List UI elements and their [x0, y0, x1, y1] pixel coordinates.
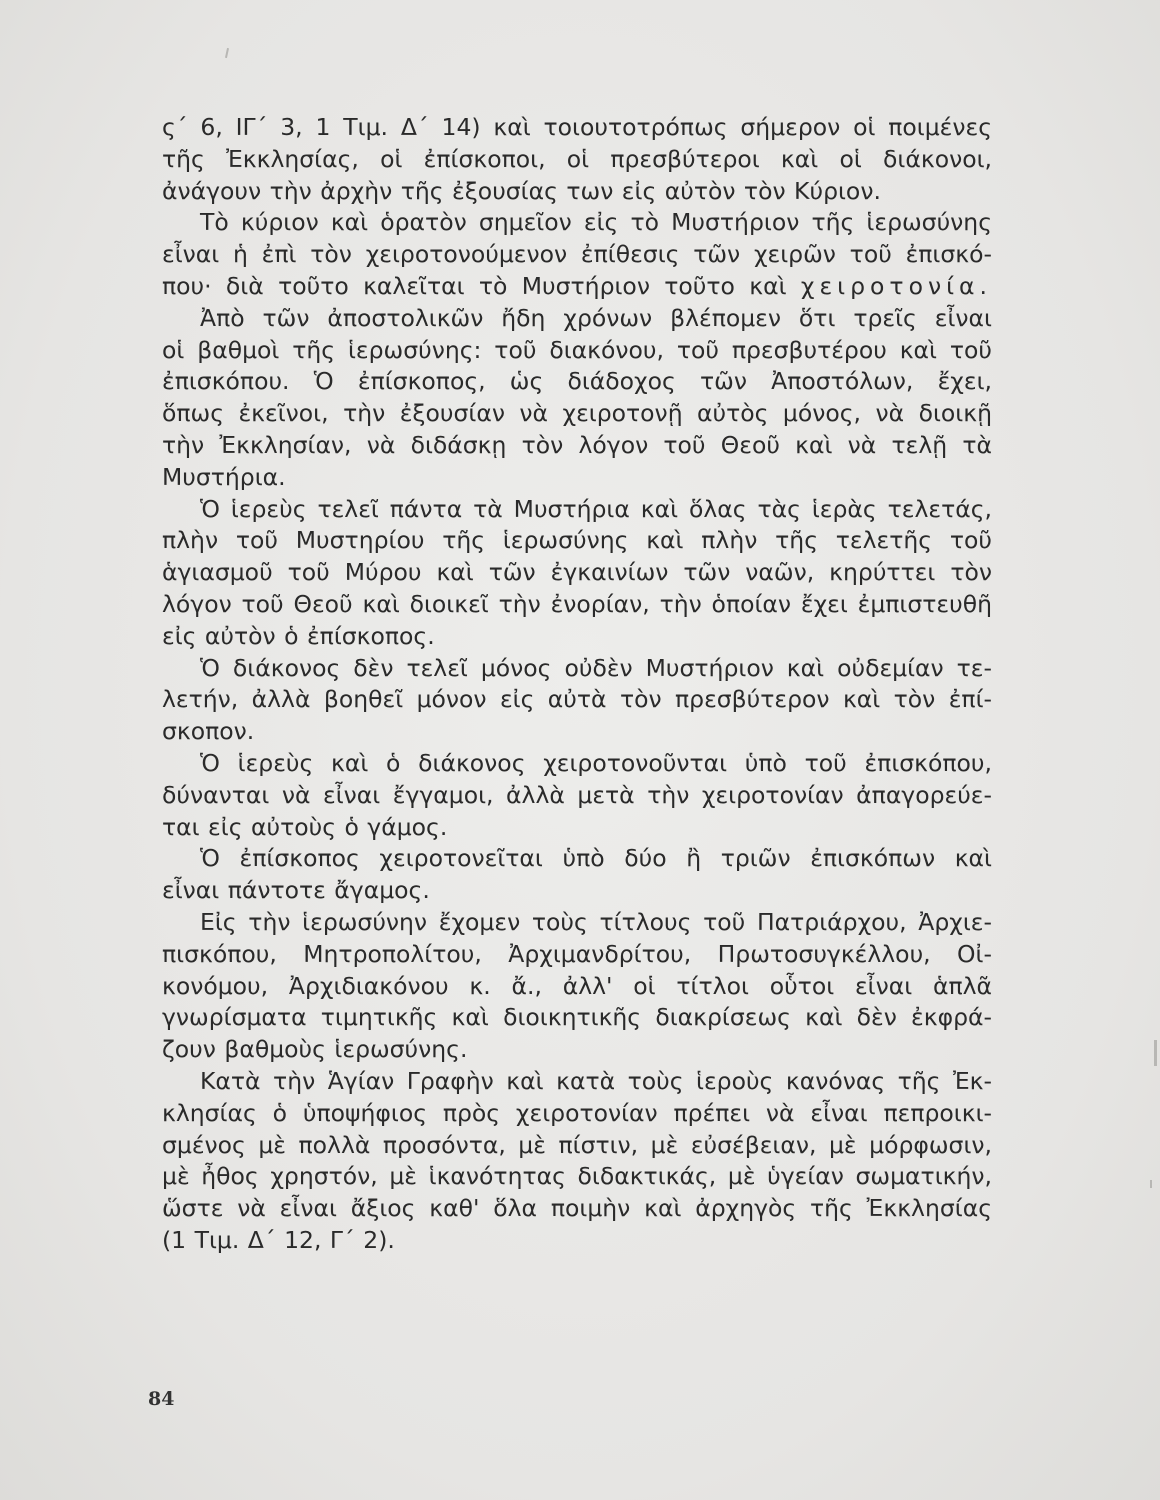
text-line: κονόμου, Ἀρχιδιακόνου κ. ἄ., ἀλλ' οἱ τίτλοι οὗτοι εἶναι ἁπλᾶ: [162, 971, 992, 1000]
paragraph-start: Εἰς τὴν ἱερωσύνην ἔχομεν τοὺς τίτλους τοῦ Πατριάρχου, Ἀρχιε-: [200, 907, 992, 936]
text-line: ὅπως ἐκεῖνοι, τὴν ἐξουσίαν νὰ χειροτονῇ αὐτὸς μόνος, νὰ διοικῇ: [162, 399, 992, 428]
text-line: πισκόπου, Μητροπολίτου, Ἀρχιμανδρίτου, Πρωτοσυγκέλλου, Οἰ-: [162, 939, 992, 968]
paper-speck: [1154, 1040, 1157, 1066]
text-line: ται εἰς αὐτοὺς ὁ γάμος.: [162, 812, 448, 841]
paragraph-start: Τὸ κύριον καὶ ὁρατὸν σημεῖον εἰς τὸ Μυστήριον τῆς ἱερωσύνης: [200, 208, 992, 237]
text-line: [162, 271, 992, 303]
paragraph-start: Κατὰ τὴν Ἁγίαν Γραφὴν καὶ κατὰ τοὺς ἱεροὺς κανόνας τῆς Ἐκ-: [200, 1066, 992, 1095]
text-line: λόγον τοῦ Θεοῦ καὶ διοικεῖ τὴν ἐνορίαν, τὴν ὁποίαν ἔχει ἐμπιστευθῆ: [162, 589, 992, 618]
text-line: κλησίας ὁ ὑποψήφιος πρὸς χειροτονίαν πρέπει νὰ εἶναι πεπροικι-: [162, 1098, 992, 1127]
text-line: (1 Τιμ. Δ΄ 12, Γ΄ 2).: [162, 1225, 395, 1254]
text-line: σμένος μὲ πολλὰ προσόντα, μὲ πίστιν, μὲ εὐσέβειαν, μὲ μόρφωσιν,: [162, 1130, 992, 1159]
text-line: οἱ βαθμοὶ τῆς ἱερωσύνης: τοῦ διακόνου, τοῦ πρεσβυτέρου καὶ τοῦ: [162, 335, 992, 364]
text-line: μὲ ἦθος χρηστόν, μὲ ἱκανότητας διδακτικάς, μὲ ὑγείαν σωματικήν,: [162, 1162, 992, 1191]
text-line: εἰς αὐτὸν ὁ ἐπίσκοπος.: [162, 621, 435, 650]
paragraph-start: Ὁ διάκονος δὲν τελεῖ μόνος οὐδὲν Μυστήριον καὶ οὐδεμίαν τε-: [200, 653, 992, 682]
paper-speck: [1150, 1180, 1152, 1188]
text-line: εἶναι πάντοτε ἄγαμος.: [162, 876, 430, 905]
emphasized-term: χειροτονία.: [800, 271, 992, 300]
page-number: 84: [148, 1388, 175, 1410]
paragraph-start: Ὁ ἱερεὺς καὶ ὁ διάκονος χειροτονοῦνται ὑπὸ τοῦ ἐπισκόπου,: [200, 748, 992, 777]
text-line: ἐπισκόπου. Ὁ ἐπίσκοπος, ὡς διάδοχος τῶν Ἀποστόλων, ἔχει,: [162, 367, 992, 396]
text-line: ς΄ 6, ΙΓ΄ 3, 1 Τιμ. Δ΄ 14) καὶ τοιουτοτρόπως σήμερον οἱ ποιμένες: [162, 113, 992, 141]
text-line: σκοπον.: [162, 717, 255, 746]
text-line: ὥστε νὰ εἶναι ἄξιος καθ' ὅλα ποιμὴν καὶ ἀρχηγὸς τῆς Ἐκκλησίας: [162, 1194, 992, 1223]
text-line: πλὴν τοῦ Μυστηρίου τῆς ἱερωσύνης καὶ πλὴν τῆς τελετῆς τοῦ: [162, 526, 992, 555]
text-line: λετήν, ἀλλὰ βοηθεῖ μόνον εἰς αὐτὰ τὸν πρεσβύτερον καὶ τὸν ἐπί-: [162, 685, 992, 714]
text-line: δύνανται νὰ εἶναι ἔγγαμοι, ἀλλὰ μετὰ τὴν χειροτονίαν ἀπαγορεύε-: [162, 780, 992, 809]
paragraph-start: Ὁ ἐπίσκοπος χειροτονεῖται ὑπὸ δύο ἢ τριῶν ἐπισκόπων καὶ: [200, 844, 992, 873]
text-line: ζουν βαθμοὺς ἱερωσύνης.: [162, 1035, 468, 1064]
paragraph-start: Ὁ ἱερεὺς τελεῖ πάντα τὰ Μυστήρια καὶ ὅλας τὰς ἱερὰς τελετάς,: [200, 494, 992, 523]
body-text: [162, 112, 992, 1257]
text-line: τὴν Ἐκκλησίαν, νὰ διδάσκῃ τὸν λόγον τοῦ Θεοῦ καὶ νὰ τελῇ τὰ: [162, 430, 992, 459]
text-line: Μυστήρια.: [162, 462, 286, 491]
text-fragment: που· διὰ τοῦτο καλεῖται τὸ Μυστήριον τοῦτο καὶ: [162, 271, 787, 300]
text-line: ἀνάγουν τὴν ἀρχὴν τῆς ἐξουσίας των εἰς αὐτὸν τὸν Κύριον.: [162, 176, 881, 205]
paper-speck: [225, 48, 229, 58]
text-line: εἶναι ἡ ἐπὶ τὸν χειροτονούμενον ἐπίθεσις τῶν χειρῶν τοῦ ἐπισκό-: [162, 240, 992, 269]
paragraph-start: Ἀπὸ τῶν ἀποστολικῶν ἤδη χρόνων βλέπομεν ὅτι τρεῖς εἶναι: [200, 303, 992, 332]
text-line: γνωρίσματα τιμητικῆς καὶ διοικητικῆς διακρίσεως καὶ δὲν ἐκφρά-: [162, 1003, 992, 1032]
text-line: ἁγιασμοῦ τοῦ Μύρου καὶ τῶν ἐγκαινίων τῶν ναῶν, κηρύττει τὸν: [162, 558, 992, 587]
text-line: τῆς Ἐκκλησίας, οἱ ἐπίσκοποι, οἱ πρεσβύτεροι καὶ οἱ διάκονοι,: [162, 144, 992, 173]
